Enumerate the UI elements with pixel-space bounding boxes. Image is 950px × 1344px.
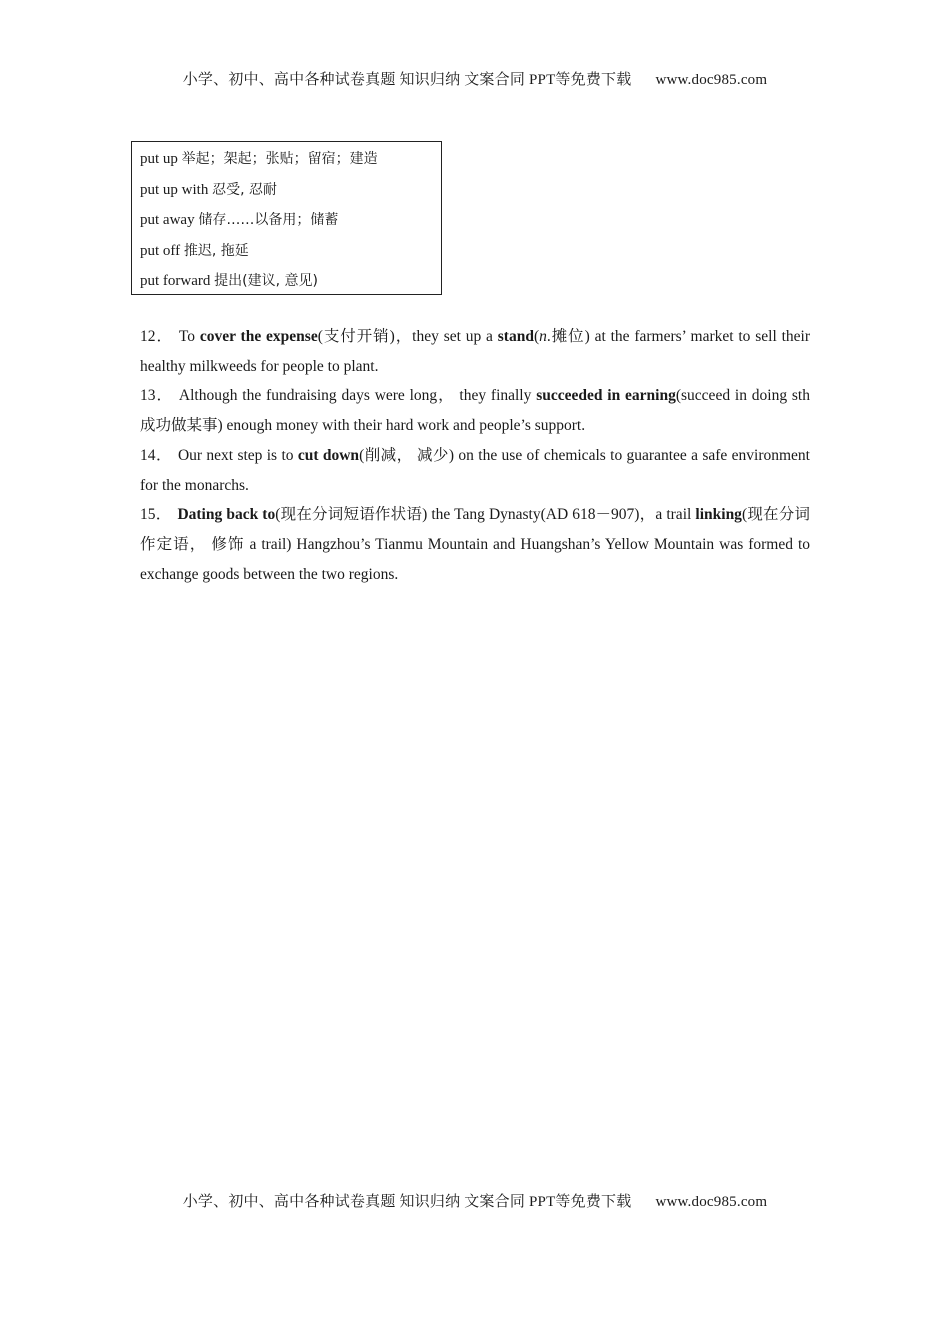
phrase-cn: 推迟, 拖延 xyxy=(183,242,249,259)
item-text: (削减， 减少) on the use of chemicals to guarantee a safe environment for the monarchs. xyxy=(140,446,810,494)
item-text: (succeed in doing sth 成功做某事) enough money with their hard work and people’s support. xyxy=(140,387,810,435)
phrase-cn: 储存……以备用；储蓄 xyxy=(198,212,339,228)
item-text: (支付开销)，they set up a xyxy=(317,328,498,345)
sentence-item-14 xyxy=(140,441,810,500)
item-text: (现在分词作定语， 修饰 a trail) Hangzhou’s Tianmu Mountain and Huangshan’s Yellow Mountain was formed to exchange goods between the two regions. xyxy=(140,506,810,583)
item-keyword: stand xyxy=(497,328,534,345)
header-url[interactable]: www.doc985.com xyxy=(655,72,768,88)
item-text: Our next step is to xyxy=(177,446,298,464)
item-keyword: cover the expense xyxy=(199,328,318,345)
item-number: 13． xyxy=(140,387,173,405)
page-footer xyxy=(0,1190,950,1211)
item-text: (现在分词短语作状语) the Tang Dynasty(AD 618－907)，a trail xyxy=(275,506,696,524)
sentence-item-15 xyxy=(140,500,810,589)
item-pos-tag: n xyxy=(539,328,547,345)
footer-url[interactable]: www.doc985.com xyxy=(655,1194,768,1210)
item-number: 12． xyxy=(140,328,173,345)
page-header xyxy=(0,68,950,89)
phrase-line xyxy=(140,175,433,206)
sentence-list xyxy=(140,322,810,589)
item-keyword: Dating back to xyxy=(177,506,276,524)
item-text: .摊位) at the farmers’ market to sell their healthy milkweeds for people to plant. xyxy=(140,328,811,375)
phrase-en: put up xyxy=(140,151,178,167)
phrase-en: put off xyxy=(140,242,181,259)
sentence-item-12 xyxy=(140,322,810,381)
item-number: 14． xyxy=(140,446,172,464)
phrase-line xyxy=(140,236,433,267)
item-number: 15． xyxy=(140,506,172,524)
phrase-line xyxy=(140,144,433,175)
phrase-line xyxy=(140,205,433,236)
phrase-cn: 提出(建议, 意见) xyxy=(214,273,318,289)
item-text: ( xyxy=(533,328,540,345)
item-text: To xyxy=(178,328,200,345)
phrase-en: put away xyxy=(140,212,195,228)
item-text: Although the fundraising days were long， they finally xyxy=(178,387,537,405)
phrase-en: put up with xyxy=(140,181,209,198)
sentence-item-13 xyxy=(140,381,810,440)
header-text: 小学、初中、高中各种试卷真题 知识归纳 文案合同 PPT等免费下载 xyxy=(182,72,632,88)
item-keyword: linking xyxy=(695,506,742,524)
phrase-en: put forward xyxy=(140,273,211,289)
phrase-line xyxy=(140,266,433,297)
item-keyword: succeeded in earning xyxy=(536,387,676,405)
item-keyword: cut down xyxy=(297,446,360,464)
phrase-cn: 忍受, 忍耐 xyxy=(212,181,277,198)
phrase-cn: 举起；架起；张贴；留宿；建造 xyxy=(181,151,378,167)
footer-text: 小学、初中、高中各种试卷真题 知识归纳 文案合同 PPT等免费下载 xyxy=(182,1194,632,1210)
phrase-box xyxy=(131,141,442,295)
